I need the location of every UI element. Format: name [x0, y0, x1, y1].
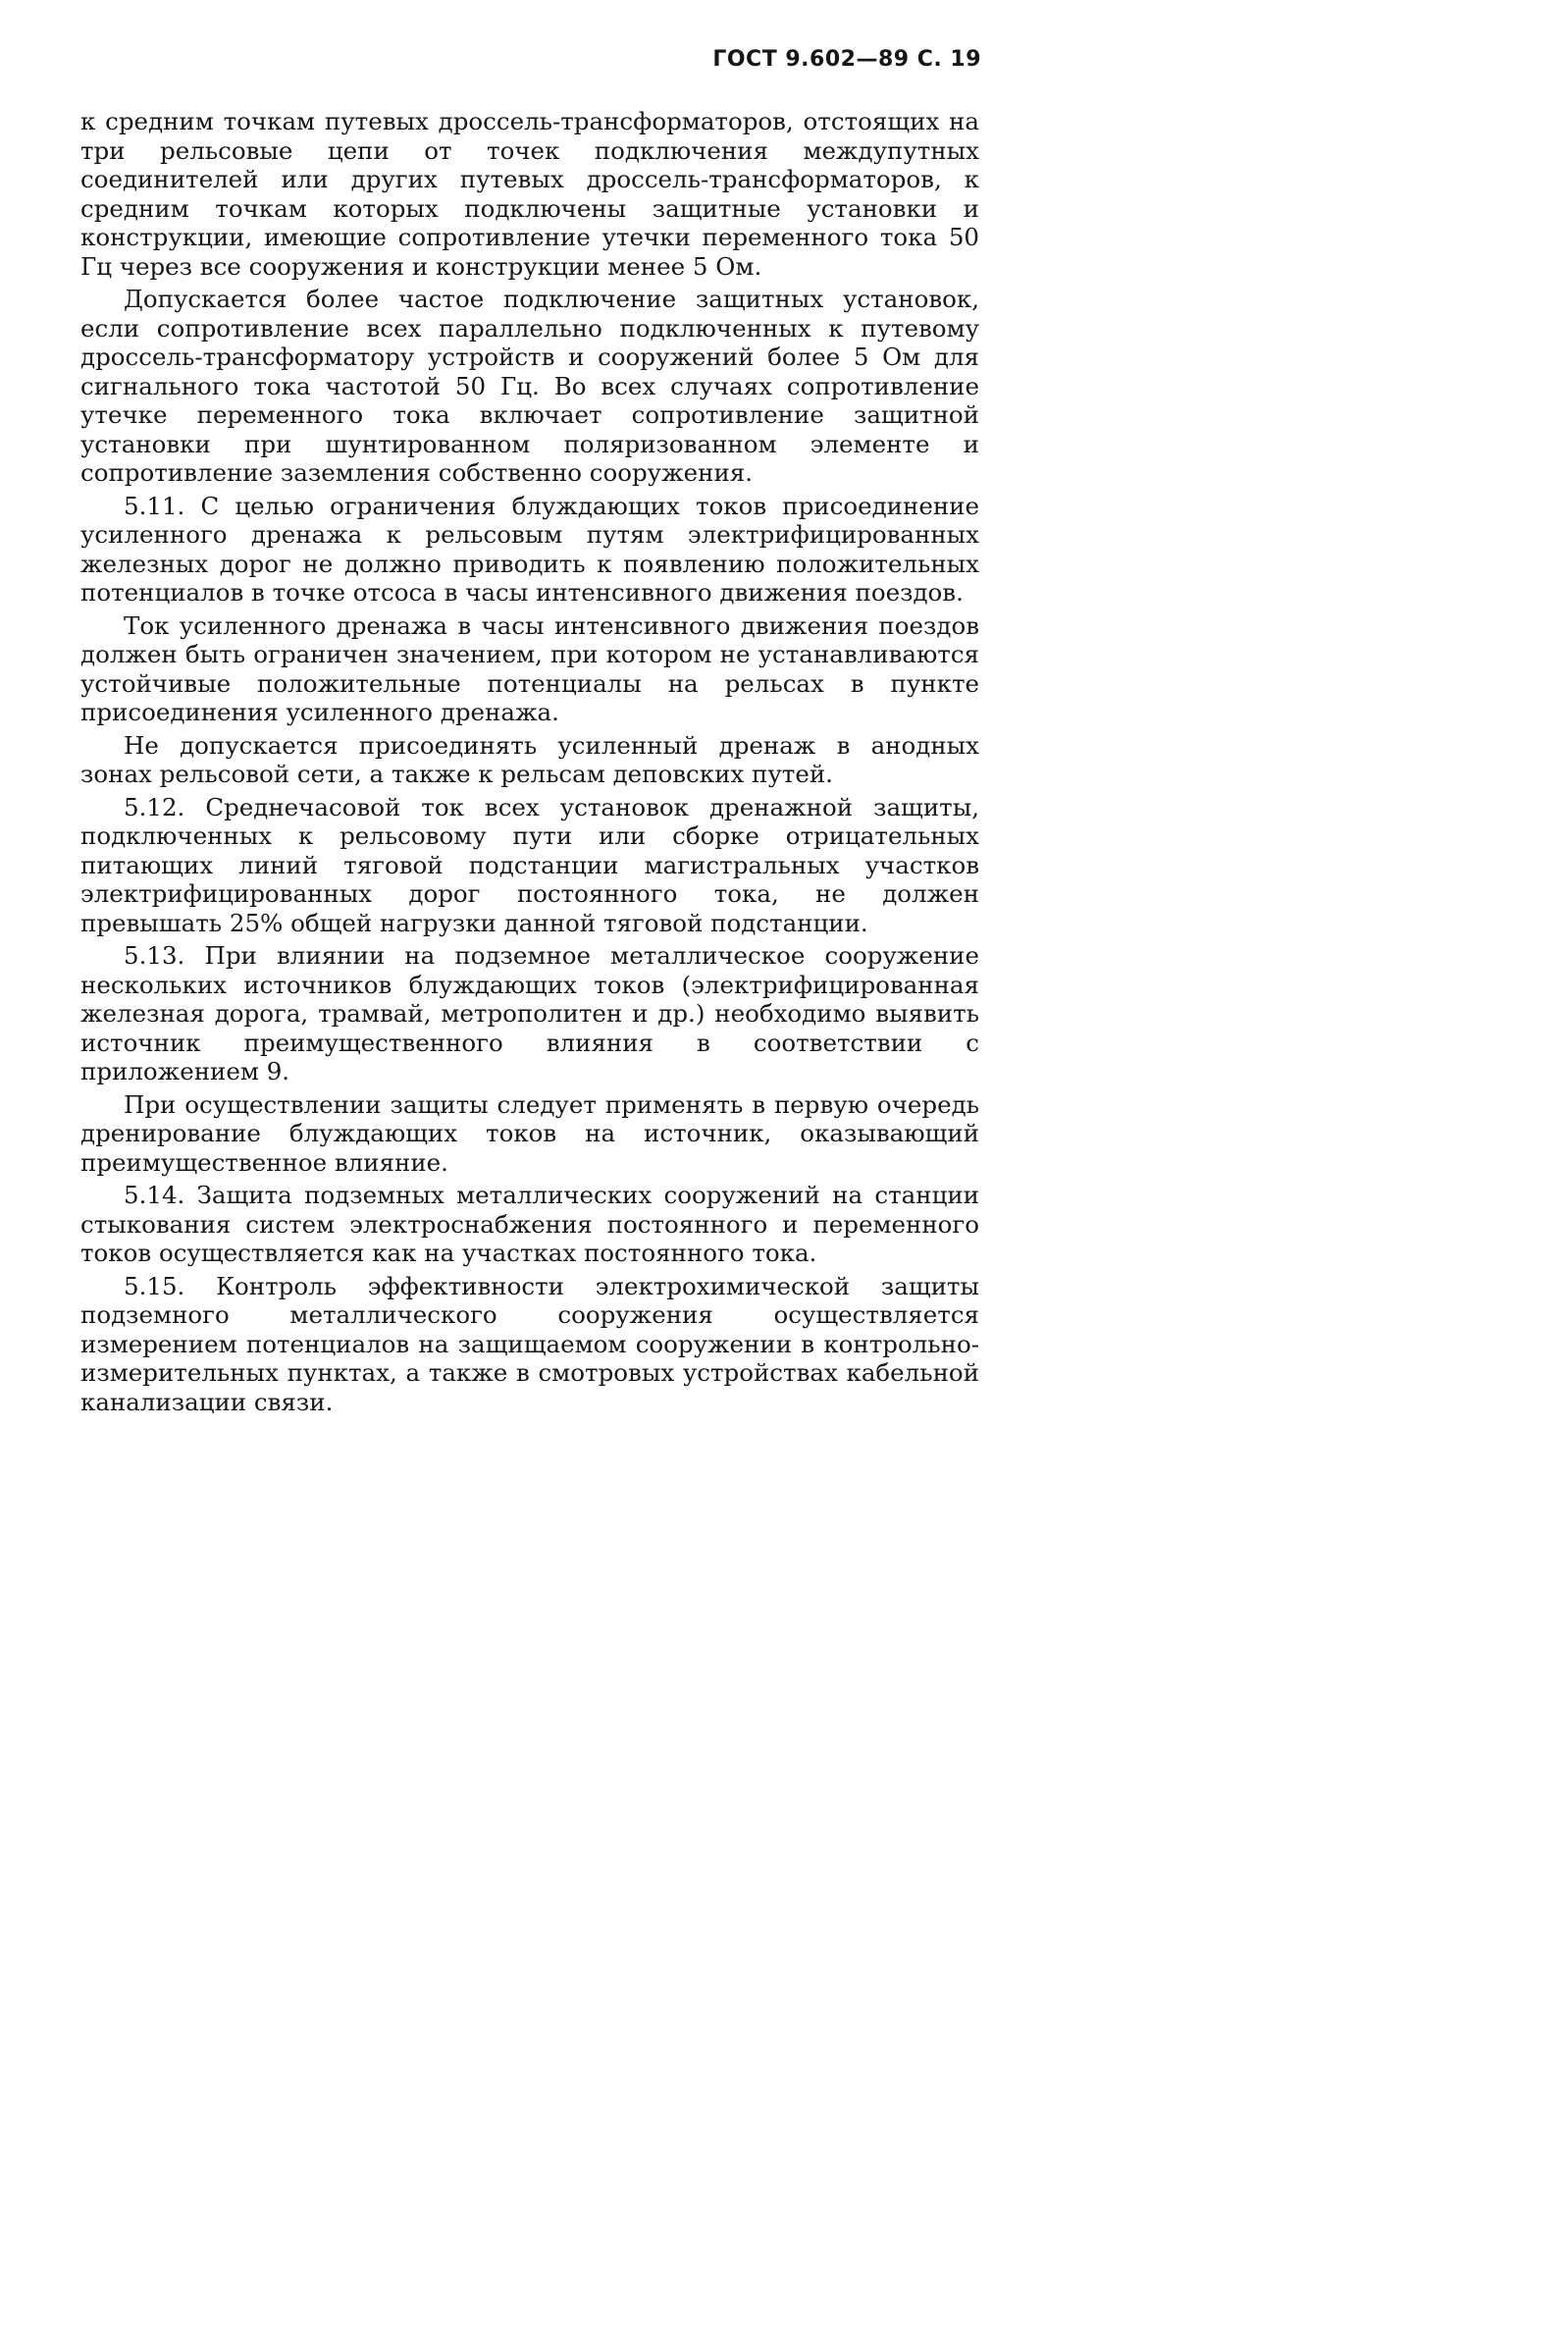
paragraph: Не допускается присоединять усиленный дренаж в анодных зонах рельсовой сети, а также к рельсам деповских путей. [80, 730, 979, 788]
paragraph: При осуществлении защиты следует применять в первую очередь дренирование блуждающих токов на источник, оказывающий преимущественное влияние. [80, 1089, 979, 1177]
clause-5-14: 5.14. Защита подземных металлических сооружений на станции стыкования систем электроснабжения постоянного и переменного токов осуществляется как на участках постоянного тока. [80, 1181, 979, 1267]
paragraph: Допускается более частое подключение защитных установок, если сопротивление всех параллельно подключенных к путевому дроссель-трансформатору устройств и сооружений более 5 Ом для сигнального тока частотой 50 Гц. Во всех случаях сопротивление утечке переменного тока включает сопротивление защитной установки при шунтированном поляризованном элементе и сопротивление заземления собственно сооружения. [80, 285, 979, 487]
clause-5-12: 5.12. Среднечасовой ток всех установок дренажной защиты, подключенных к рельсовому пути или сборке отрицательных питающих линий тяговой подстанции магистральных участков электрифицированных дорог постоянного тока, не должен превышать 25% общей нагрузки данной тяговой подстанции. [80, 792, 979, 937]
paragraph-continuation: к средним точкам путевых дроссель-трансформаторов, отстоящих на три рельсовые цепи от точек подключения междупутных соединителей или других путевых дроссель-трансформаторов, к средним точкам которых подключены защитные установки и конструкции, имеющие сопротивление утечки переменного тока 50 Гц через все сооружения и конструкции менее 5 Ом. [80, 107, 979, 281]
body-text [80, 107, 979, 1420]
clause-5-15: 5.15. Контроль эффективности электрохимической защиты подземного металлического сооружения осуществляется измерением потенциалов на защищаемом сооружении в контрольно-измерительных пунктах, а также в смотровых устройствах кабельной канализации связи. [80, 1271, 979, 1416]
running-header: ГОСТ 9.602—89 С. 19 [712, 47, 981, 72]
document-page [0, 0, 1028, 1534]
paragraph: Ток усиленного дренажа в часы интенсивного движения поездов должен быть ограничен значением, при котором не устанавливаются устойчивые положительные потенциалы на рельсах в пункте присоединения усиленного дренажа. [80, 610, 979, 726]
clause-5-13: 5.13. При влиянии на подземное металлическое сооружение нескольких источников блуждающих токов (электрифицированная железная дорога, трамвай, метрополитен и др.) необходимо выявить источник преимущественного влияния в соответствии с приложением 9. [80, 941, 979, 1085]
clause-5-11: 5.11. С целью ограничения блуждающих токов присоединение усиленного дренажа к рельсовым путям электрифицированных железных дорог не должно приводить к появлению положительных потенциалов в точке отсоса в часы интенсивного движения поездов. [80, 491, 979, 607]
